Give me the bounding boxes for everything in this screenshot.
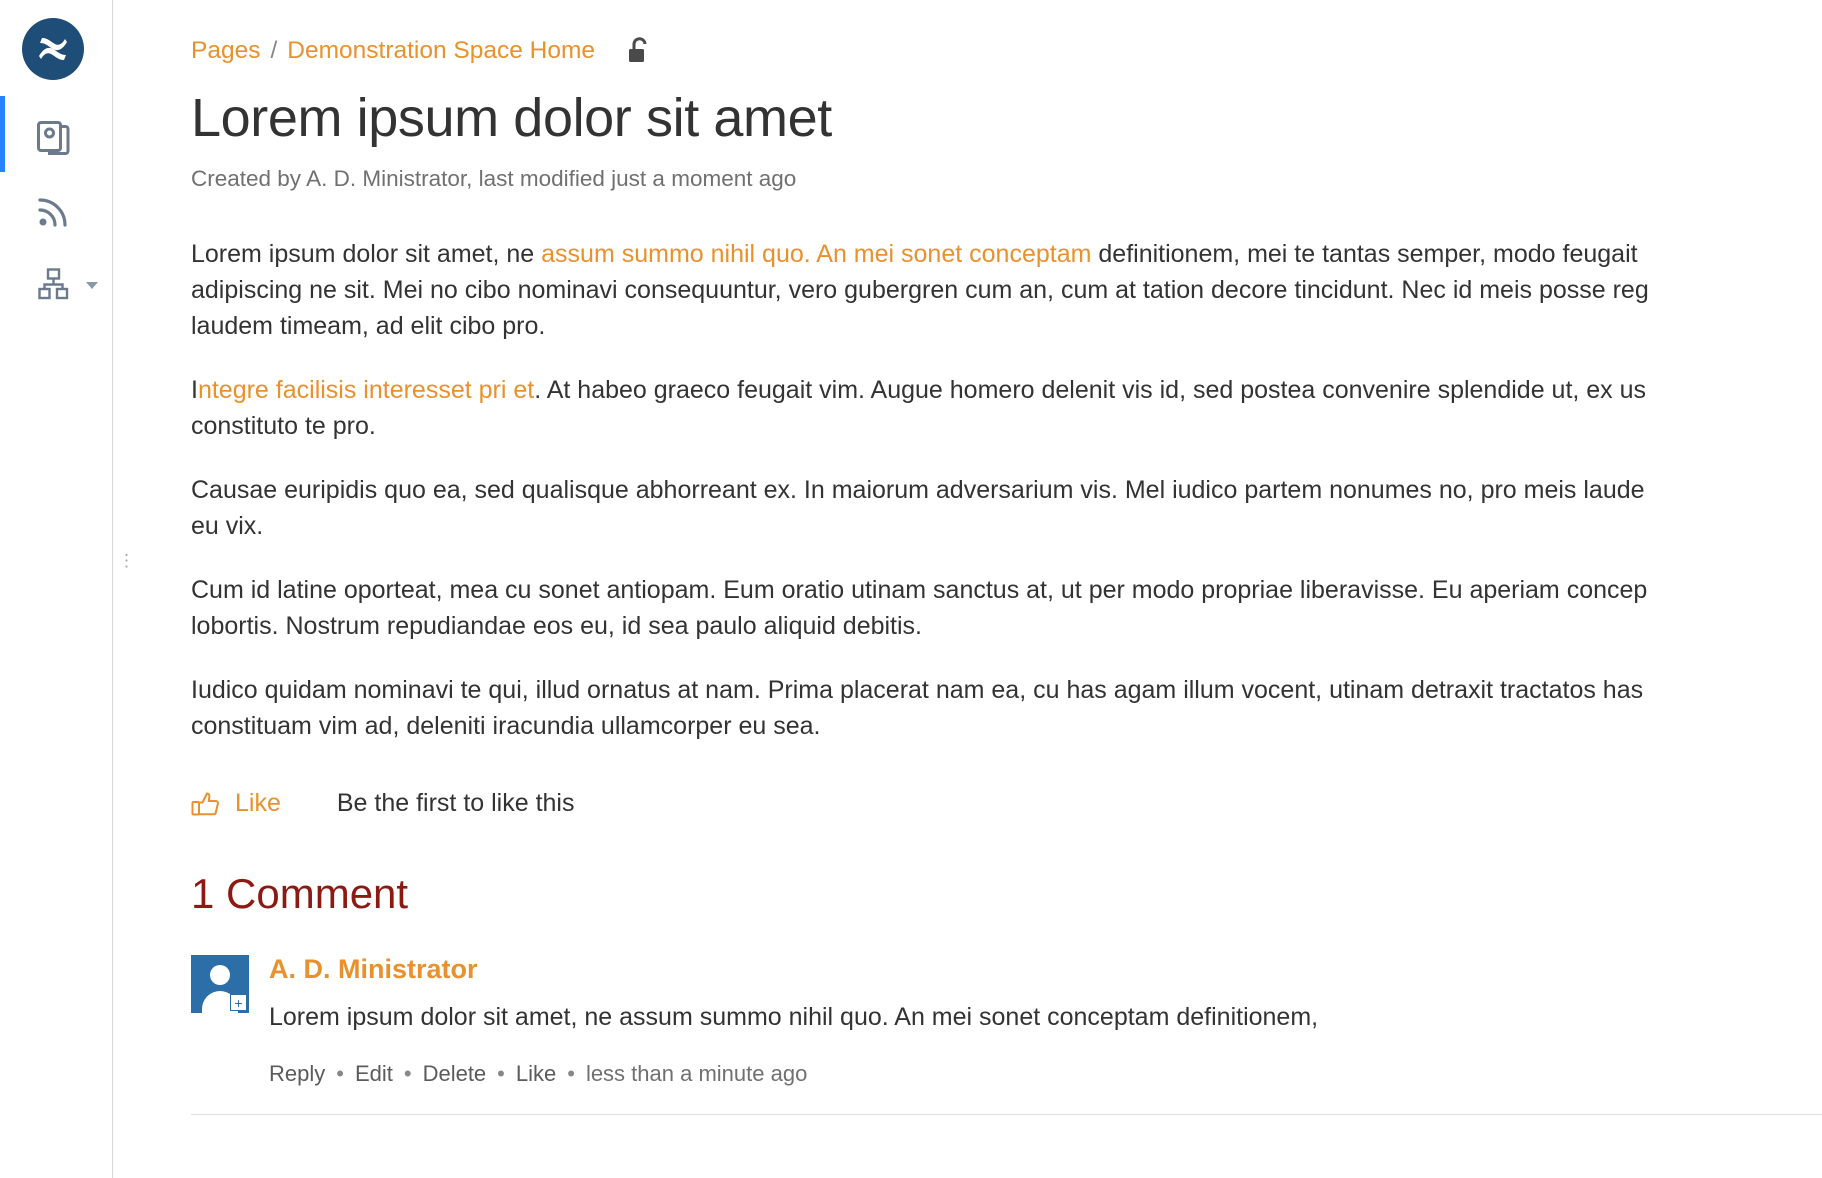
comment-actions <box>269 1061 1822 1087</box>
pages-icon <box>37 117 71 160</box>
avatar-add-badge: + <box>230 994 247 1011</box>
page-byline: Created by A. D. Ministrator, last modified just a moment ago <box>191 166 797 192</box>
paragraph-5-line-1: Iudico quidam nominavi te qui, illud ornatus at nam. Prima placerat nam ea, cu has agam illum vocent, utinam detraxit tractatos has <box>191 676 1644 705</box>
comment-divider <box>191 1114 1822 1115</box>
page-body <box>191 236 1822 744</box>
paragraph-5-line-2: constituam vim ad, deleniti iracundia ullamcorper eu sea. <box>191 712 821 741</box>
comment-reply-button[interactable]: Reply <box>269 1061 326 1087</box>
avatar-head <box>210 965 230 985</box>
paragraph-2-text-a: I <box>191 376 198 405</box>
breadcrumb <box>191 36 1822 66</box>
paragraph-4 <box>191 572 1822 644</box>
paragraph-2-text-b: . At habeo graeco feugait vim. Augue homero delenit vis id, sed postea convenire splendide ut, ex us <box>534 376 1647 405</box>
confluence-logo-icon[interactable] <box>22 18 84 80</box>
paragraph-5 <box>191 672 1822 744</box>
action-separator-4: • <box>567 1061 575 1087</box>
comment-item <box>191 955 1822 1088</box>
comment-edit-button[interactable]: Edit <box>354 1061 393 1087</box>
paragraph-1 <box>191 236 1822 344</box>
sidebar-item-page-tree[interactable] <box>26 258 82 314</box>
page-tree-icon <box>38 268 70 305</box>
breadcrumb-separator: / <box>270 36 278 64</box>
sidebar-resize-handle[interactable]: ⋮ <box>118 551 135 570</box>
paragraph-3 <box>191 472 1822 544</box>
user-avatar-icon[interactable] <box>191 955 249 1013</box>
comments-heading: 1 Comment <box>191 870 409 918</box>
paragraph-3-line-2: eu vix. <box>191 512 264 541</box>
like-button[interactable]: Like <box>235 789 281 818</box>
comment-body <box>269 955 1822 1088</box>
comment-text: Lorem ipsum dolor sit amet, ne assum summo nihil quo. An mei sonet conceptam definitionem, <box>269 1003 1319 1032</box>
breadcrumb-item-pages[interactable]: Pages <box>191 36 261 64</box>
like-row <box>191 789 1822 818</box>
inline-link-1[interactable]: assum summo nihil quo. An mei sonet conceptam <box>541 240 1092 269</box>
action-separator-2: • <box>403 1061 412 1087</box>
paragraph-1-text-b: definitionem, mei te tantas semper, modo feugait <box>1091 240 1638 269</box>
like-note: Be the first to like this <box>336 789 575 818</box>
breadcrumb-item-space-home[interactable]: Demonstration Space Home <box>287 36 596 64</box>
chevron-down-icon[interactable] <box>86 282 98 289</box>
action-separator-3: • <box>497 1061 505 1087</box>
comment-like-button[interactable]: Like <box>515 1061 557 1087</box>
paragraph-1-line-2: adipiscing ne sit. Mei no cibo nominavi consequuntur, vero gubergren cum an, cum at tation decore tincidunt. Nec id meis posse reg <box>191 276 1649 305</box>
paragraph-2 <box>191 372 1822 444</box>
paragraph-2-line-2: constituto te pro. <box>191 412 376 441</box>
rail-active-indicator <box>0 96 5 172</box>
comment-author-link[interactable]: A. D. Ministrator <box>269 953 478 984</box>
comment-delete-button[interactable]: Delete <box>422 1061 487 1087</box>
blog-rss-icon <box>37 194 71 233</box>
paragraph-1-text-a: Lorem ipsum dolor sit amet, ne <box>191 240 542 269</box>
paragraph-1-line-3: laudem timeam, ad elit cibo pro. <box>191 312 546 341</box>
page-title: Lorem ipsum dolor sit amet <box>191 88 832 148</box>
comment-timestamp: less than a minute ago <box>585 1061 808 1087</box>
paragraph-3-line-1: Causae euripidis quo ea, sed qualisque abhorreant ex. In maiorum adversarium vis. Mel iudico partem nonumes no, pro meis laude <box>191 476 1645 505</box>
left-icon-rail <box>0 0 135 1178</box>
sidebar-item-blog[interactable] <box>26 185 82 241</box>
action-separator-1: • <box>336 1061 344 1087</box>
page-content <box>113 0 1822 1178</box>
paragraph-4-line-2: lobortis. Nostrum repudiandae eos eu, id sea paulo aliquid debitis. <box>191 612 923 641</box>
inline-link-2[interactable]: ntegre facilisis interesset pri et <box>197 376 535 405</box>
unlocked-padlock-icon[interactable] <box>627 36 653 66</box>
paragraph-4-line-1: Cum id latine oporteat, mea cu sonet antiopam. Eum oratio utinam sanctus at, ut per modo propriae liberavisse. Eu aperiam concep <box>191 576 1648 605</box>
thumbs-up-icon[interactable] <box>191 790 221 818</box>
sidebar-item-pages[interactable] <box>26 110 82 166</box>
